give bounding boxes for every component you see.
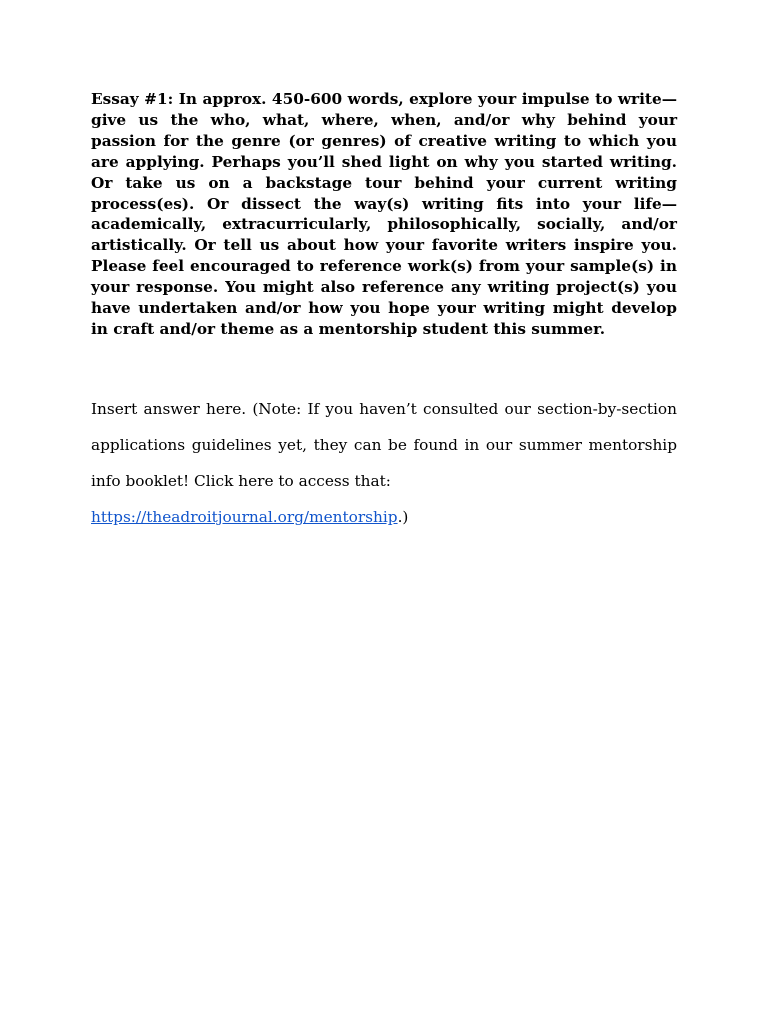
- document-body: [91, 89, 677, 536]
- mentorship-link[interactable]: https://theadroitjournal.org/mentorship: [91, 508, 398, 527]
- answer-paragraph[interactable]: [91, 391, 677, 536]
- answer-text[interactable]: Insert answer here. (Note: If you haven’t consulted our section-by-section applications guidelines yet, they can be found in our summer mentorship info booklet! Click here to access that:: [91, 399, 677, 491]
- essay-prompt: Essay #1: In approx. 450-600 words, explore your impulse to write—give us the who, what, where, when, and/or why behind your passion for the genre (or genres) of creative writing to which you are applying. Perhaps you’ll shed light on why you started writing. Or take us on a backstage tour behind your current writing process(es). Or dissect the way(s) writing fits into your life—academically, extracurricularly, philosophically, socially, and/or artistically. Or tell us about how your favorite writers inspire you. Please feel encouraged to reference work(s) from your sample(s) in your response. You might also reference any writing project(s) you have undertaken and/or how you hope your writing might develop in craft and/or theme as a mentorship student this summer.: [91, 90, 677, 338]
- answer-trailing-text: .): [397, 508, 409, 527]
